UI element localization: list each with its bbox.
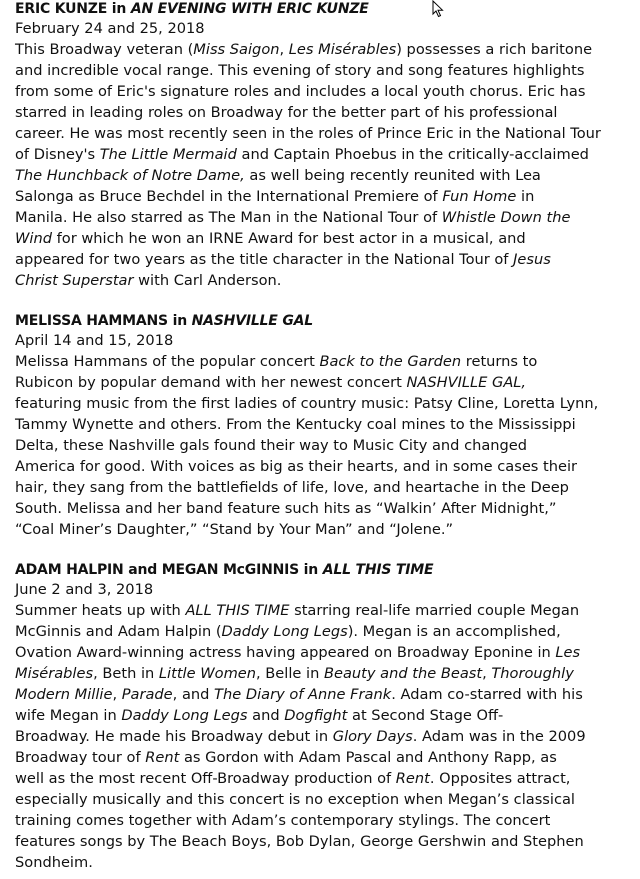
text-run: as Gordon with Adam Pascal and Anthony Rapp, as bbox=[179, 749, 557, 766]
paragraph-line bbox=[15, 477, 627, 498]
text-run: training comes together with Adam’s contemporary stylings. The concert bbox=[15, 812, 551, 829]
paragraph-line bbox=[15, 621, 627, 642]
text-run: , Beth in bbox=[93, 665, 159, 682]
document-page bbox=[15, 0, 627, 873]
italic-title-text: Rent bbox=[395, 770, 430, 787]
paragraph-line bbox=[15, 60, 627, 81]
text-run: Manila. He also starred as The Man in the National Tour of bbox=[15, 209, 442, 226]
paragraph-line bbox=[15, 498, 627, 519]
paragraph-line bbox=[15, 852, 627, 873]
event-dates: April 14 and 15, 2018 bbox=[15, 332, 174, 349]
text-run: Tammy Wynette and others. From the Kentucky coal mines to the Mississippi bbox=[15, 416, 576, 433]
paragraph-line bbox=[15, 123, 627, 144]
italic-title-text: Rent bbox=[145, 749, 180, 766]
paragraph-line bbox=[15, 102, 627, 123]
text-run: at Second Stage Off- bbox=[347, 707, 504, 724]
paragraph-line bbox=[15, 81, 627, 102]
paragraph-line bbox=[15, 144, 627, 165]
paragraph-line bbox=[15, 831, 627, 852]
italic-title-text: Back to the Garden bbox=[319, 353, 462, 370]
event-show-title: NASHVILLE GAL bbox=[191, 313, 313, 329]
event-show-title: AN EVENING WITH ERIC KUNZE bbox=[130, 1, 369, 17]
italic-title-text: Beauty and the Beast bbox=[323, 665, 483, 682]
italic-title-text: Whistle Down the bbox=[441, 209, 571, 226]
paragraph-line bbox=[15, 228, 627, 249]
event-dates: February 24 and 25, 2018 bbox=[15, 20, 205, 37]
event-heading bbox=[15, 561, 627, 579]
text-run: America for good. With voices as big as their hearts, and in some cases their bbox=[15, 458, 578, 475]
italic-title-text: Misérables bbox=[15, 665, 94, 682]
paragraph-line bbox=[15, 726, 627, 747]
event-performer: MELISSA HAMMANS in bbox=[15, 313, 192, 329]
text-run: Salonga as Bruce Bechdel in the International Premiere of bbox=[15, 188, 443, 205]
italic-title-text: Modern Millie bbox=[15, 686, 113, 703]
italic-title-text: The Hunchback of Notre Dame, bbox=[15, 167, 245, 184]
event-section bbox=[15, 312, 627, 540]
paragraph-line bbox=[15, 747, 627, 768]
event-show-title: ALL THIS TIME bbox=[322, 562, 434, 578]
text-run: and incredible vocal range. This evening of story and song features highlights bbox=[15, 62, 585, 79]
italic-title-text: Wind bbox=[15, 230, 52, 247]
paragraph-line bbox=[15, 435, 627, 456]
text-run: well as the most recent Off-Broadway production of bbox=[15, 770, 396, 787]
text-run: . Adam co-starred with his bbox=[391, 686, 583, 703]
italic-title-text: ALL THIS TIME bbox=[185, 602, 290, 619]
italic-title-text: Christ Superstar bbox=[15, 272, 134, 289]
paragraph-line bbox=[15, 663, 627, 684]
text-run: featuring music from the first ladies of country music: Patsy Cline, Loretta Lynn, bbox=[15, 395, 599, 412]
paragraph-line bbox=[15, 414, 627, 435]
text-run: , bbox=[482, 665, 492, 682]
text-run: , bbox=[112, 686, 122, 703]
text-run: , Belle in bbox=[256, 665, 324, 682]
text-run: ) possesses a rich baritone bbox=[396, 41, 593, 58]
italic-title-text: Thoroughly bbox=[491, 665, 574, 682]
text-run: Melissa Hammans of the popular concert bbox=[15, 353, 320, 370]
text-run: Rubicon by popular demand with her newest concert bbox=[15, 374, 407, 391]
text-run: career. He was most recently seen in the roles of Prince Eric in the National Tour bbox=[15, 125, 601, 142]
text-run: , and bbox=[172, 686, 215, 703]
event-description bbox=[15, 39, 627, 291]
italic-title-text: The Little Mermaid bbox=[99, 146, 237, 163]
paragraph-line bbox=[15, 789, 627, 810]
event-description bbox=[15, 351, 627, 540]
paragraph-line bbox=[15, 768, 627, 789]
paragraph-line bbox=[15, 600, 627, 621]
text-run: , bbox=[279, 41, 289, 58]
event-heading bbox=[15, 312, 627, 330]
event-performer: ERIC KUNZE in bbox=[15, 1, 131, 17]
text-run: in bbox=[516, 188, 535, 205]
text-run: Broadway tour of bbox=[15, 749, 146, 766]
text-run: features songs by The Beach Boys, Bob Dylan, George Gershwin and Stephen bbox=[15, 833, 584, 850]
italic-title-text: Daddy Long Legs bbox=[221, 623, 348, 640]
event-section bbox=[15, 561, 627, 873]
paragraph-line bbox=[15, 705, 627, 726]
paragraph-line bbox=[15, 519, 627, 540]
paragraph-line bbox=[15, 270, 627, 291]
mouse-pointer-icon bbox=[432, 0, 446, 18]
text-run: from some of Eric's signature roles and includes a local youth chorus. Eric has bbox=[15, 83, 586, 100]
italic-title-text: Les bbox=[555, 644, 581, 661]
text-run: with Carl Anderson. bbox=[133, 272, 282, 289]
paragraph-line bbox=[15, 456, 627, 477]
text-run: Delta, these Nashville gals found their way to Music City and changed bbox=[15, 437, 528, 454]
text-run: South. Melissa and her band feature such hits as “Walkin’ After Midnight,” bbox=[15, 500, 557, 517]
text-run: for which he won an IRNE Award for best actor in a musical, and bbox=[52, 230, 526, 247]
text-run: especially musically and this concert is no exception when Megan’s classical bbox=[15, 791, 575, 808]
text-run: ). Megan is an accomplished, bbox=[347, 623, 561, 640]
italic-title-text: Les Misérables bbox=[288, 41, 397, 58]
text-run: hair, they sang from the battlefields of life, love, and heartache in the Deep bbox=[15, 479, 569, 496]
text-run: as well being recently reunited with Lea bbox=[244, 167, 541, 184]
event-dates: June 2 and 3, 2018 bbox=[15, 581, 154, 598]
text-run: Ovation Award-winning actress having appeared on Broadway Eponine in bbox=[15, 644, 556, 661]
italic-title-text: The Diary of Anne Frank bbox=[214, 686, 392, 703]
text-run: starred in leading roles on Broadway for the better part of his professional bbox=[15, 104, 558, 121]
event-heading bbox=[15, 0, 627, 18]
italic-title-text: Glory Days bbox=[332, 728, 413, 745]
italic-title-text: Parade bbox=[121, 686, 173, 703]
italic-title-text: Little Women bbox=[158, 665, 257, 682]
event-performer: ADAM HALPIN and MEGAN McGINNIS in bbox=[15, 562, 323, 578]
text-run: wife Megan in bbox=[15, 707, 122, 724]
paragraph-line bbox=[15, 249, 627, 270]
text-run: and Captain Phoebus in the critically-acclaimed bbox=[236, 146, 589, 163]
italic-title-text: Fun Home bbox=[442, 188, 517, 205]
italic-title-text: Dogfight bbox=[284, 707, 348, 724]
text-run: Summer heats up with bbox=[15, 602, 186, 619]
paragraph-line bbox=[15, 372, 627, 393]
text-run: of Disney's bbox=[15, 146, 100, 163]
paragraph-line bbox=[15, 351, 627, 372]
text-run: . Opposites attract, bbox=[429, 770, 571, 787]
event-description bbox=[15, 600, 627, 873]
text-run: and bbox=[247, 707, 285, 724]
text-run: starring real-life married couple Megan bbox=[289, 602, 580, 619]
text-run: This Broadway veteran ( bbox=[15, 41, 194, 58]
text-run: “Coal Miner’s Daughter,” “Stand by Your Man” and “Jolene.” bbox=[15, 521, 454, 538]
paragraph-line bbox=[15, 39, 627, 60]
text-run: appeared for two years as the title character in the National Tour of bbox=[15, 251, 514, 268]
text-run: returns to bbox=[461, 353, 538, 370]
italic-title-text: NASHVILLE GAL, bbox=[406, 374, 527, 391]
italic-title-text: Miss Saigon bbox=[193, 41, 280, 58]
text-run: Sondheim. bbox=[15, 854, 93, 871]
paragraph-line bbox=[15, 207, 627, 228]
paragraph-line bbox=[15, 684, 627, 705]
paragraph-line bbox=[15, 810, 627, 831]
paragraph-line bbox=[15, 186, 627, 207]
text-run: McGinnis and Adam Halpin ( bbox=[15, 623, 222, 640]
text-run: Broadway. He made his Broadway debut in bbox=[15, 728, 333, 745]
text-run: . Adam was in the 2009 bbox=[412, 728, 586, 745]
italic-title-text: Daddy Long Legs bbox=[121, 707, 248, 724]
event-section bbox=[15, 0, 627, 291]
italic-title-text: Jesus bbox=[513, 251, 551, 268]
paragraph-line bbox=[15, 642, 627, 663]
paragraph-line bbox=[15, 393, 627, 414]
paragraph-line bbox=[15, 165, 627, 186]
